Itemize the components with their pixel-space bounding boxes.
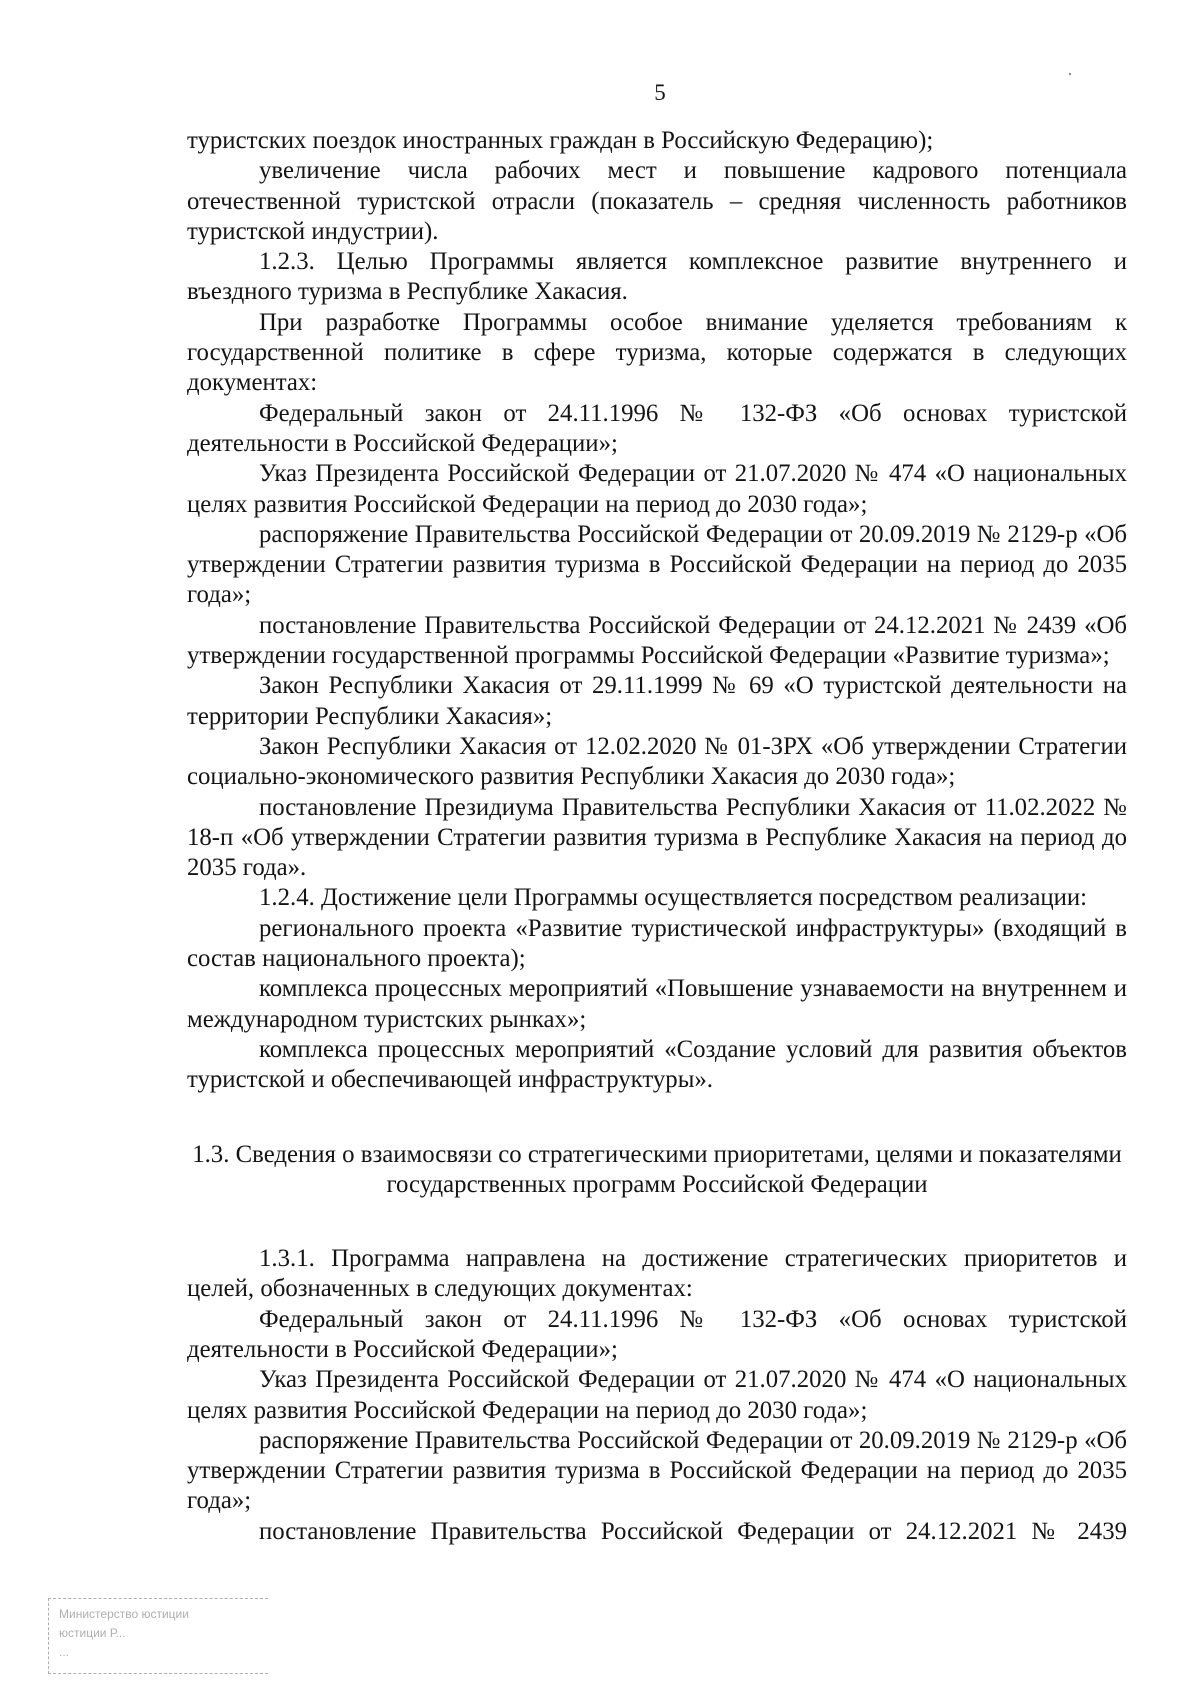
list-item: Указ Президента Российской Федерации от 21.07.2020 № 474 «О национальных целях развития Российской Федерации на период до 2030 года»; (187, 1366, 1127, 1424)
stamp-line: ... (59, 1645, 70, 1659)
paragraph-1-2-4: 1.2.4. Достижение цели Программы осуществляется посредством реализации: (259, 884, 1088, 912)
paragraph-1-2-3: 1.2.3. Целью Программы является комплексное развитие внутреннего и въездного туризма в Республике Хакасия. (187, 248, 1127, 306)
list-item: постановление Правительства Российской Федерации от 24.12.2021 № 2439 (259, 1517, 1127, 1545)
list-item: Федеральный закон от 24.11.1996 № 132-ФЗ «Об основах туристской деятельности в Российской Федерации»; (187, 399, 1127, 457)
list-item: комплекса процессных мероприятий «Создание условий для развития объектов туристской и обеспечивающей инфраструктуры». (187, 1035, 1127, 1094)
paragraph-1-3-1: 1.3.1. Программа направлена на достижение стратегических приоритетов и целей, обозначенных в следующих документах: (187, 1245, 1127, 1303)
registration-stamp (48, 1598, 268, 1674)
list-item: комплекса процессных мероприятий «Повышение узнаваемости на внутреннем и международном туристских рынках»; (187, 975, 1127, 1033)
page-number: 5 (654, 80, 666, 105)
paragraph-policy-intro: При разработке Программы особое внимание уделяется требованиям к государственной политике в сфере туризма, которые содержатся в следующих документах: (187, 308, 1127, 397)
stamp-line: Министерство юстиции (59, 1607, 189, 1621)
list-item: распоряжение Правительства Российской Федерации от 20.09.2019 № 2129-р «Об утверждении Стратегии развития туризма в Российской Федерации на период до 2035 года»; (187, 520, 1127, 609)
list-item: постановление Президиума Правительства Республики Хакасия от 11.02.2022 № 18-п «Об утверждении Стратегии развития туризма в Республике Хакасия на период до 2035 года». (187, 793, 1127, 882)
list-item: регионального проекта «Развитие туристической инфраструктуры» (входящий в состав национального проекта); (187, 914, 1127, 973)
paragraph-continuation: туристских поездок иностранных граждан в Российскую Федерацию); (187, 127, 934, 154)
document-body (187, 126, 1127, 1547)
list-item: Закон Республики Хакасия от 12.02.2020 № 01-ЗРХ «Об утверждении Стратегии социально-экономического развития Республики Хакасия до 2030 года»; (187, 732, 1127, 791)
paragraph-jobs: увеличение числа рабочих мест и повышение кадрового потенциала отечественной туристской отрасли (показатель – средняя численность работников туристской индустрии). (187, 157, 1127, 245)
stamp-line: юстиции Р... (59, 1626, 126, 1640)
list-item: постановление Правительства Российской Федерации от 24.12.2021 № 2439 «Об утверждении государственной программы Российской Федерации «Развитие туризма»; (187, 611, 1127, 670)
list-item: Федеральный закон от 24.11.1996 № 132-ФЗ «Об основах туристской деятельности в Российской Федерации»; (187, 1305, 1127, 1363)
scan-speck (1069, 73, 1071, 75)
list-item: распоряжение Правительства Российской Федерации от 20.09.2019 № 2129-р «Об утверждении Стратегии развития туризма в Российской Федерации на период до 2035 года»; (187, 1426, 1127, 1515)
list-item: Закон Республики Хакасия от 29.11.1999 № 69 «О туристской деятельности на территории Республики Хакасия»; (187, 672, 1127, 730)
section-heading-1-3: 1.3. Сведения о взаимосвязи со стратегическими приоритетами, целями и показателями государственных программ Российской Федерации (192, 1140, 1122, 1198)
list-item: Указ Президента Российской Федерации от 21.07.2020 № 474 «О национальных целях развития Российской Федерации на период до 2030 года»; (187, 460, 1127, 518)
